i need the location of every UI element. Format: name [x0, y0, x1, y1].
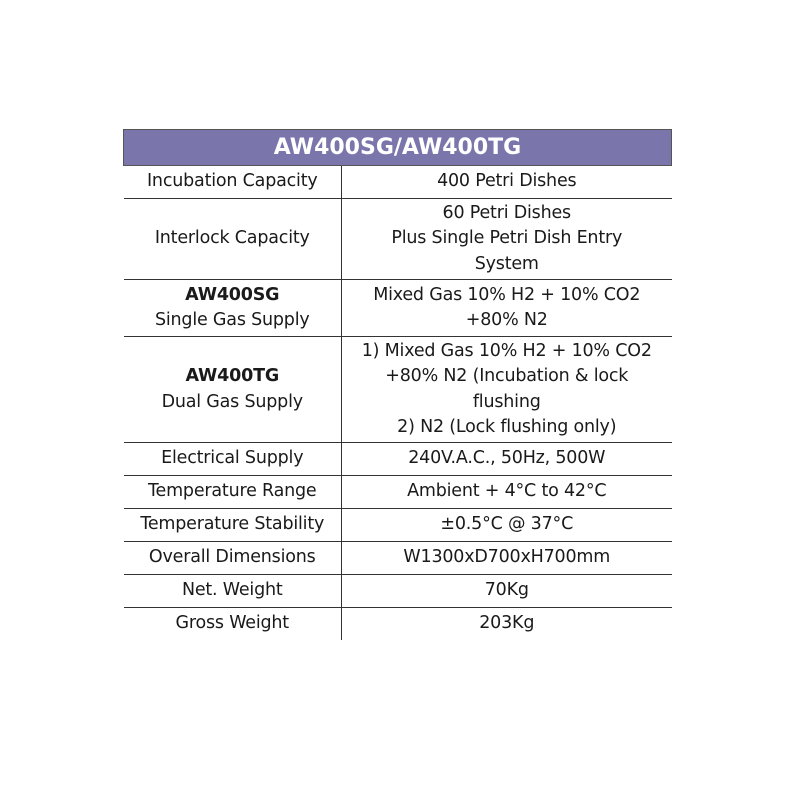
spec-value: ±0.5°C @ 37°C — [342, 509, 672, 542]
table-row — [124, 509, 672, 542]
table-row — [124, 476, 672, 509]
spec-value: 60 Petri Dishes Plus Single Petri Dish Entry System — [342, 199, 672, 280]
spec-table — [123, 129, 672, 640]
model-name: AW400SG — [185, 284, 280, 305]
spec-label: AW400SG Single Gas Supply — [124, 280, 342, 337]
spec-value: 400 Petri Dishes — [342, 166, 672, 199]
table-row — [124, 337, 672, 443]
model-name: AW400TG — [185, 366, 279, 387]
table-row — [124, 608, 672, 641]
spec-value: Ambient + 4°C to 42°C — [342, 476, 672, 509]
table-row — [124, 199, 672, 280]
table-row — [124, 280, 672, 337]
spec-value: Mixed Gas 10% H2 + 10% CO2 +80% N2 — [342, 280, 672, 337]
spec-label: Overall Dimensions — [124, 542, 342, 575]
spec-label: Net. Weight — [124, 575, 342, 608]
spec-value: 70Kg — [342, 575, 672, 608]
spec-label: Temperature Stability — [124, 509, 342, 542]
table-title: AW400SG/AW400TG — [124, 130, 672, 166]
table-row — [124, 575, 672, 608]
spec-label: Electrical Supply — [124, 443, 342, 476]
spec-label: AW400TG Dual Gas Supply — [124, 337, 342, 443]
spec-label: Incubation Capacity — [124, 166, 342, 199]
table-row — [124, 443, 672, 476]
table-row — [124, 166, 672, 199]
spec-value: W1300xD700xH700mm — [342, 542, 672, 575]
spec-label: Gross Weight — [124, 608, 342, 641]
table-row — [124, 542, 672, 575]
spec-value: 203Kg — [342, 608, 672, 641]
spec-label: Interlock Capacity — [124, 199, 342, 280]
table-header-row — [124, 130, 672, 166]
spec-value: 240V.A.C., 50Hz, 500W — [342, 443, 672, 476]
spec-label: Temperature Range — [124, 476, 342, 509]
spec-value: 1) Mixed Gas 10% H2 + 10% CO2 +80% N2 (Incubation & lock flushing 2) N2 (Lock flushing only) — [342, 337, 672, 443]
